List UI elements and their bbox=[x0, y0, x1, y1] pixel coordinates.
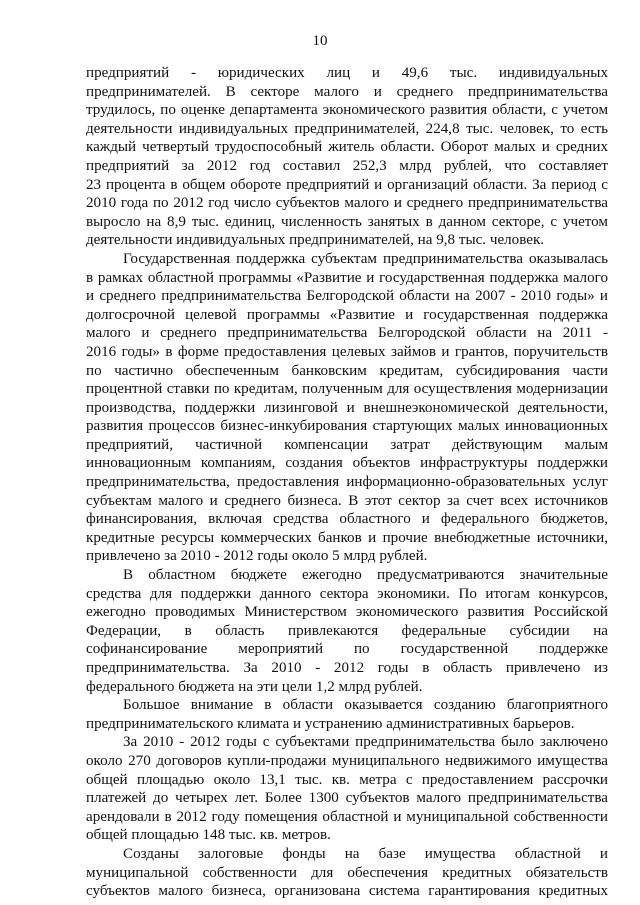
text-line: предпринимательского климата и устранению административных барьеров. bbox=[86, 715, 575, 732]
text-line: в рамках областной программы «Развитие и государственная поддержка малого bbox=[86, 269, 608, 286]
text-line: процентной ставки по кредитам, полученным для осуществления модернизации bbox=[86, 381, 608, 398]
text-line: предпринимателей. В секторе малого и среднего предпринимательства bbox=[86, 83, 608, 100]
text-line: общей площадью около 13,1 тыс. кв. метра с предоставлением рассрочки bbox=[86, 771, 608, 788]
text-line: предпринимательства. За 2010 - 2012 годы в область привлечено из bbox=[86, 660, 608, 676]
text-line: субъектов малого бизнеса, организована система гарантирования кредитных bbox=[86, 883, 608, 900]
text-line: субъектам малого и среднего бизнеса. В этот сектор за счет всех источников bbox=[86, 492, 608, 509]
text-line: Государственная поддержка субъектам предпринимательства оказывалась bbox=[123, 250, 608, 267]
text-line: предприятий, частичной компенсации затрат действующим малым bbox=[86, 436, 608, 453]
text-line: предприятий за 2012 год составил 252,3 млрд рублей, что составляет bbox=[86, 157, 608, 174]
text-line: Федерации, в область привлекаются федеральные субсидии на bbox=[86, 622, 608, 639]
text-line: предпринимательства, предоставления информационно-образовательных услуг bbox=[86, 474, 608, 491]
text-line: Созданы залоговые фонды на базе имущества областной и bbox=[123, 845, 608, 862]
text-line: общей площадью 148 тыс. кв. метров. bbox=[86, 827, 331, 844]
paragraph bbox=[86, 845, 608, 901]
text-line: развития процессов бизнес-инкубирования стартующих малых инновационных bbox=[86, 418, 608, 435]
text-line: 2010 года по 2012 год число субъектов малого и среднего предпринимательства bbox=[86, 195, 608, 212]
text-line: федерального бюджета на эти цели 1,2 млрд рублей. bbox=[86, 678, 423, 695]
text-line: 2016 годы» в форме предоставления целевых займов и грантов, поручительств bbox=[86, 343, 608, 360]
text-line: трудилось, по оценке департамента экономического развития области, с учетом bbox=[86, 102, 608, 119]
paragraph bbox=[86, 696, 608, 733]
text-line: муниципальной собственности для обеспечения кредитных обязательств bbox=[86, 864, 608, 881]
paragraph bbox=[86, 64, 608, 250]
page-number: 10 bbox=[312, 33, 328, 49]
text-line: деятельности индивидуальных предпринимателей, на 9,8 тыс. человек. bbox=[86, 232, 545, 249]
text-line: В областном бюджете ежегодно предусматриваются значительные bbox=[123, 567, 608, 584]
text-line: малого и среднего предпринимательства Белгородской области на 2011 - bbox=[86, 325, 608, 342]
text-line: софинансирование мероприятий по государственной поддержке bbox=[86, 641, 608, 658]
paragraph bbox=[86, 566, 608, 696]
text-line: производства, поддержки лизинговой и внешнеэкономической деятельности, bbox=[86, 399, 608, 416]
text-line: предприятий - юридических лиц и 49,6 тыс. индивидуальных bbox=[86, 65, 608, 81]
paragraph bbox=[86, 733, 608, 845]
text-line: привлечено за 2010 - 2012 годы около 5 млрд рублей. bbox=[86, 548, 428, 565]
text-line: средства для поддержки данного сектора экономики. По итогам конкурсов, bbox=[86, 585, 608, 602]
text-line: деятельности индивидуальных предпринимателей, 224,8 тыс. человек, то есть bbox=[86, 120, 608, 137]
text-line: кредитные ресурсы коммерческих банков и прочие внебюджетные источники, bbox=[86, 529, 608, 546]
text-line: Большое внимание в области оказывается созданию благоприятного bbox=[123, 697, 608, 714]
text-line: инновационным компаниям, создания объектов инфраструктуры поддержки bbox=[86, 455, 608, 472]
text-line: платежей до четырех лет. Более 1300 субъектов малого предпринимательства bbox=[86, 790, 608, 807]
text-line: по частично обеспеченным банковским кредитам, субсидирования части bbox=[86, 362, 608, 379]
text-line: ежегодно проводимых Министерством экономического развития Российской bbox=[86, 604, 608, 621]
text-line: выросло на 8,9 тыс. единиц, численность занятых в данном секторе, с учетом bbox=[86, 213, 608, 230]
text-line: около 270 договоров купли-продажи муниципального недвижимого имущества bbox=[86, 752, 608, 769]
text-line: За 2010 - 2012 годы с субъектами предпринимательства было заключено bbox=[123, 734, 608, 751]
text-line: финансирования, включая средства областного и федерального бюджетов, bbox=[86, 511, 608, 528]
text-line: арендовали в 2012 году помещения областной и муниципальной собственности bbox=[86, 808, 608, 825]
paragraph bbox=[86, 250, 608, 566]
text-line: долгосрочной целевой программы «Развитие и государственная поддержка bbox=[86, 306, 608, 323]
body-text bbox=[86, 64, 608, 901]
text-line: и среднего предпринимательства Белгородской области на 2007 - 2010 годы» и bbox=[86, 288, 608, 305]
text-line: 23 процента в общем обороте предприятий и организаций области. За период с bbox=[86, 176, 608, 193]
text-line: каждый четвертый трудоспособный житель области. Оборот малых и средних bbox=[86, 139, 608, 156]
